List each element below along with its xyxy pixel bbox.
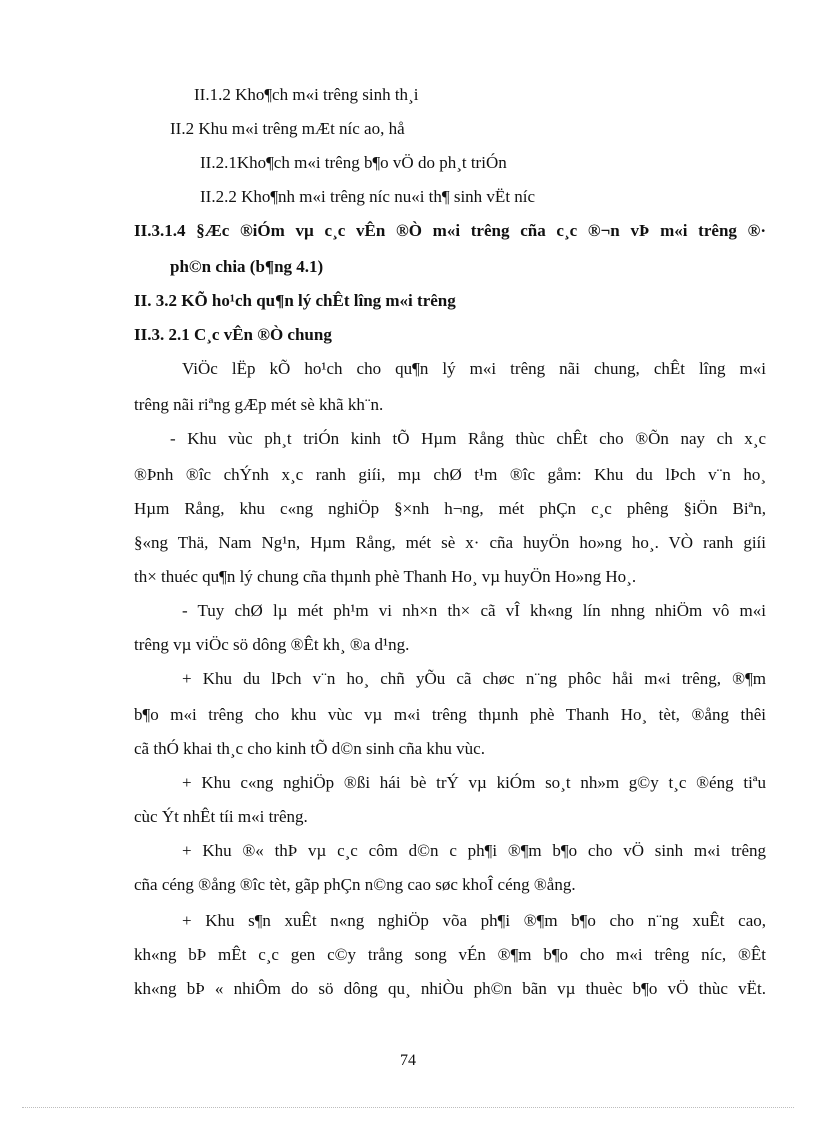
paragraph-line: b¶o m«i trêng cho khu vùc vµ m«i trêng thµnh phè Thanh Ho¸ tèt, ®ång thêi xyxy=(134,705,766,724)
heading-ii-3-1-4-cont: ph©n chia (b¶ng 4.1) xyxy=(170,257,324,276)
page-number: 74 xyxy=(400,1052,416,1069)
heading-ii-3-1-4: II.3.1.4 §Æc ®iÓm vµ c¸c vÊn ®Ò m«i trêng cña c¸c ®¬n vÞ m«i trêng ®· xyxy=(134,221,766,240)
paragraph-line: §«ng Thä, Nam Ng¹n, Hµm Rång, mét sè x· cña huyÖn ho»ng ho¸. VÒ ranh giíi xyxy=(134,533,766,552)
heading-ii-3-2: II. 3.2 KÕ ho¹ch qu¶n lý chÊt lîng m«i trêng xyxy=(134,291,456,310)
paragraph-line: kh«ng bÞ mÊt c¸c gen c©y trång song vÉn ®¶m b¶o cho m«i trêng níc, ®Êt xyxy=(134,945,766,964)
paragraph-line: th× thuéc qu¶n lý chung cña thµnh phè Thanh Ho¸ vµ huyÖn Ho»ng Ho¸. xyxy=(134,567,637,586)
paragraph-line: cùc Ýt nhÊt tíi m«i trêng. xyxy=(134,807,308,826)
toc-line-ii-2: II.2 Khu m«i trêng mÆt níc ao, hå xyxy=(170,119,405,138)
page-bottom-divider xyxy=(22,1107,794,1108)
toc-line-ii-2-1: II.2.1Kho¶ch m«i trêng b¶o vÖ do ph¸t triÓn xyxy=(200,153,507,172)
paragraph-line: + Khu c«ng nghiÖp ®ßi hái bè trÝ vµ kiÓm so¸t nh»m g©y t¸c ®éng tiªu xyxy=(182,773,766,792)
paragraph-line: + Khu s¶n xuÊt n«ng nghiÖp võa ph¶i ®¶m b¶o cho n¨ng xuÊt cao, xyxy=(182,911,766,930)
toc-line-ii-2-2: II.2.2 Kho¶nh m«i trêng níc nu«i th¶ sinh vËt níc xyxy=(200,187,536,206)
paragraph-line: kh«ng bÞ « nhiÔm do sö dông qu¸ nhiÒu ph©n bãn vµ thuèc b¶o vÖ thùc vËt. xyxy=(134,979,766,998)
paragraph-line: cña céng ®ång ®îc tèt, gãp phÇn n©ng cao søc khoÎ céng ®ång. xyxy=(134,875,576,894)
toc-line-ii-1-2: II.1.2 Kho¶ch m«i trêng sinh th¸i xyxy=(194,85,419,104)
paragraph-line: ViÖc lËp kÕ ho¹ch cho qu¶n lý m«i trêng nãi chung, chÊt lîng m«i xyxy=(182,359,766,378)
paragraph-line: - Khu vùc ph¸t triÓn kinh tÕ Hµm Rång thùc chÊt cho ®Õn nay ch x¸c xyxy=(170,429,766,448)
paragraph-line: Hµm Rång, khu c«ng nghiÖp §×nh h¬ng, mét phÇn c¸c phêng §iÖn Biªn, xyxy=(134,499,766,518)
paragraph-line: - Tuy chØ lµ mét ph¹m vi nh×n th× cã vÎ kh«ng lín nhng nhiÖm vô m«i xyxy=(182,601,766,620)
paragraph-line: trêng nãi riªng gÆp mét sè khã kh¨n. xyxy=(134,395,384,414)
heading-ii-3-2-1: II.3. 2.1 C¸c vÊn ®Ò chung xyxy=(134,325,332,344)
paragraph-line: + Khu du lÞch v¨n ho¸ chñ yÕu cã chøc n¨ng phôc håi m«i trêng, ®¶m xyxy=(182,669,766,688)
paragraph-line: + Khu ®« thÞ vµ c¸c côm d©n c ph¶i ®¶m b¶o cho vÖ sinh m«i trêng xyxy=(182,841,766,860)
paragraph-line: cã thÓ khai th¸c cho kinh tÕ d©n sinh cña khu vùc. xyxy=(134,739,485,758)
paragraph-line: ®Þnh ®îc chÝnh x¸c ranh giíi, mµ chØ t¹m ®îc gåm: Khu du lÞch v¨n ho¸ xyxy=(134,465,766,484)
paragraph-line: trêng vµ viÖc sö dông ®Êt kh¸ ®a d¹ng. xyxy=(134,635,410,654)
